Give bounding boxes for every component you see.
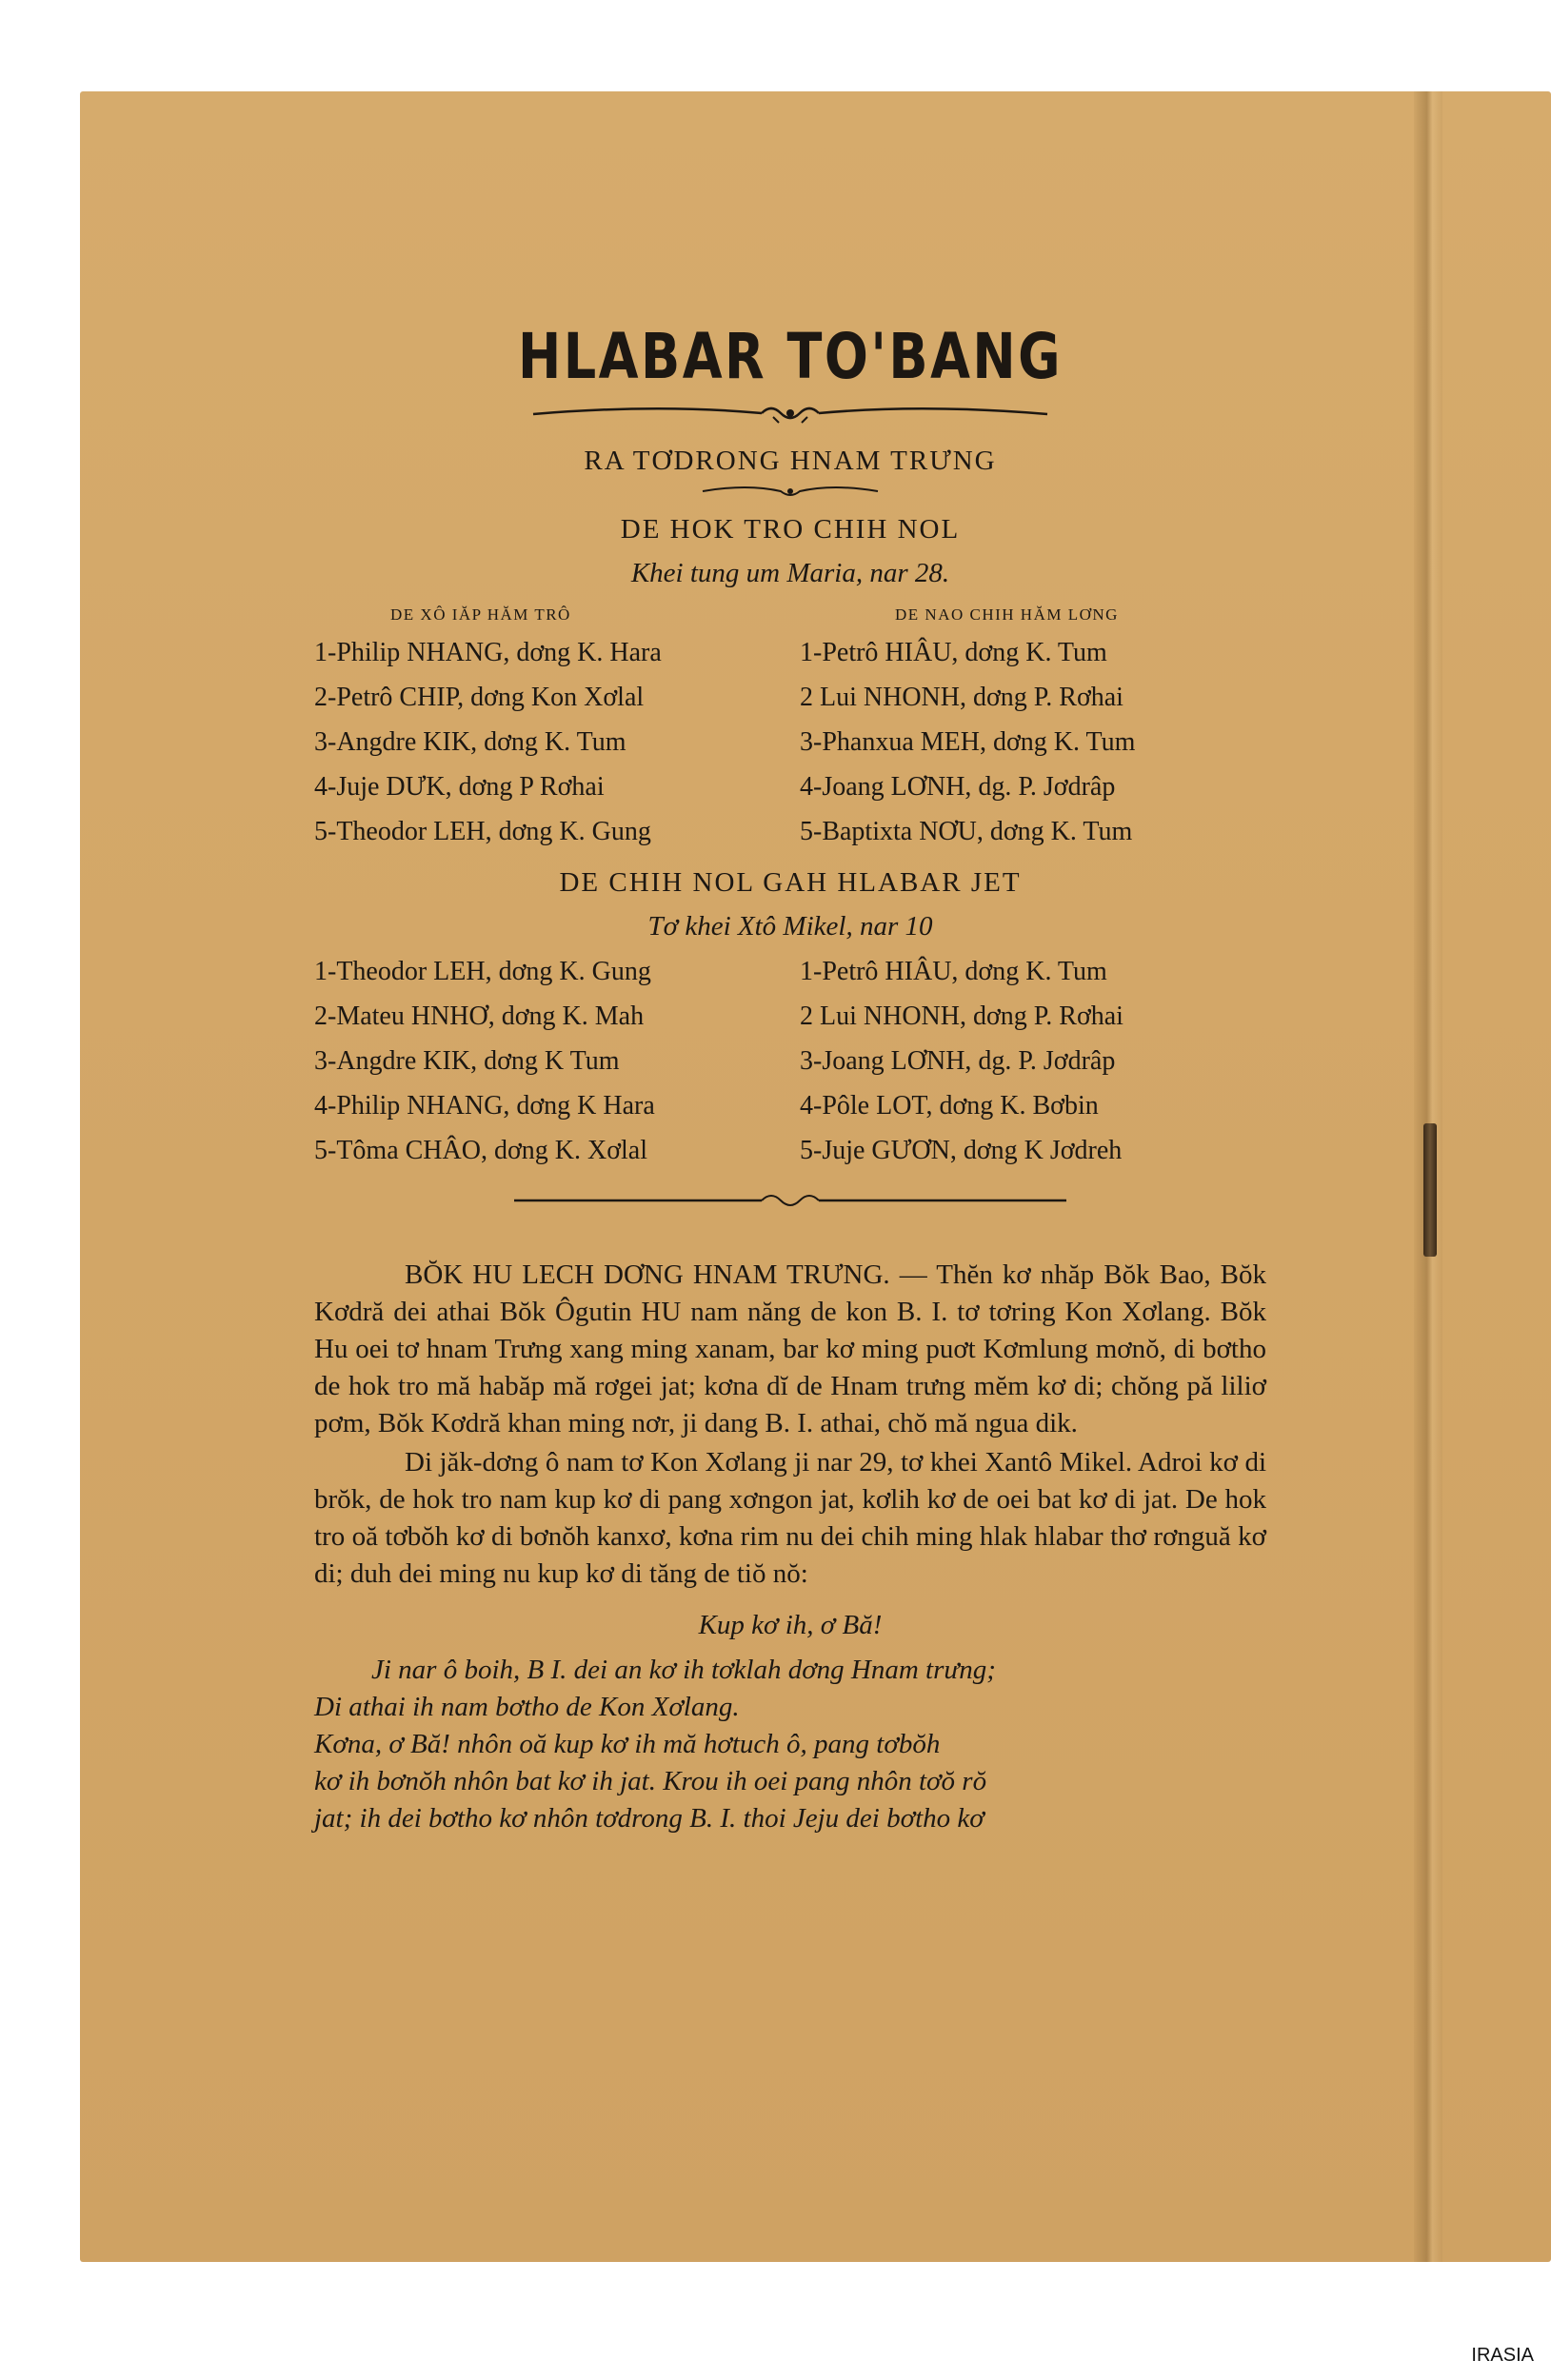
document-content [314,314,1266,1837]
list-item: 2-Petrô CHIP, dơng Kon Xơlal [314,683,645,712]
verse-line: Di athai ih nam bơtho de Kon Xơlang. [314,1692,740,1722]
title-flourish [524,400,1057,428]
salutation: Kup kơ ih, ơ Bă! [698,1610,883,1640]
section2-columns [314,949,1266,1173]
section1-columns [314,600,1266,854]
list-item: 2-Mateu HNHƠ, dơng K. Mah [314,1002,645,1031]
verse-line: Ji nar ô boih, B I. dei an kơ ih tơklah dơng Hnam trưng; [371,1655,996,1685]
section1-left-column [314,600,781,854]
document-title: HLABAR TO'BANG [517,320,1064,393]
section1-left-header: DE XÔ IĂP HĂM TRÔ [390,605,571,624]
section2-heading: DE CHIH NOL GAH HLABAR JET [559,867,1022,898]
list-item: 3-Angdre KIK, dơng K. Tum [314,727,626,757]
section-divider [505,1186,1076,1215]
list-item: 4-Philip NHANG, dơng K Hara [314,1091,655,1121]
watermark-label: IRASIA [1471,2345,1534,2366]
list-item: 4-Pôle LOT, dơng K. Bơbin [800,1091,1099,1121]
article-paragraph: Di jăk-dơng ô nam tơ Kon Xơlang ji nar 29, tơ khei Xantô Mikel. Adroi kơ di brŏk, de hok tro nam kup kơ di pang xơngon jat, kơlih kơ de oei bat kơ di jat. De hok tro oă tơbŏh kơ di bơnŏh kanxơ, kơna rim nu dei chih ming hlak hlabar thơ rơnguă kơ di; duh dei ming nu kup kơ di tăng de tiŏ nŏ: [314,1447,1266,1589]
section1-heading: DE HOK TRO CHIH NOL [620,514,961,545]
verse-line: Kơna, ơ Bă! nhôn oă kup kơ ih mă hơtuch ô, pang tơbŏh [314,1729,941,1759]
list-item: 3-Angdre KIK, dơng K Tum [314,1046,620,1076]
article-body [314,1257,1266,1837]
article-paragraph: BŎK HU LECH DƠNG HNAM TRƯNG. — Thĕn kơ nhăp Bŏk Bao, Bŏk Kơdră dei athai Bŏk Ôgutin HU nam năng de kon B. I. tơ tơring Kon Xơlang. Bŏk Hu oei tơ hnam Trưng xang ming xanam, bar kơ ming puơt Kơmlung mơnŏ, di bơtho de hok tro mă habăp mă rơgei jat; kơna dĭ de Hnam trưng mĕm kơ di; chŏng pă liliơ pơm, Bŏk Kơdră khan ming nơr, ji dang B. I. athai, chŏ mă ngua dik. [314,1259,1266,1438]
subtitle-flourish [695,480,885,503]
list-item: 3-Phanxua MEH, dơng K. Tum [800,727,1136,757]
list-item: 2 Lui NHONH, dơng P. Rơhai [800,683,1123,712]
list-item: 1-Petrô HIÂU, dơng K. Tum [800,957,1107,986]
section1-date: Khei tung um Maria, nar 28. [630,558,950,588]
verse-line: jat; ih dei bơtho kơ nhôn tơdrong B. I. thoi Jeju dei bơtho kơ [314,1803,984,1834]
list-item: 4-Joang LƠNH, dg. P. Jơdrâp [800,772,1116,802]
list-item: 2 Lui NHONH, dơng P. Rơhai [800,1002,1123,1031]
subtitle: RA TƠDRONG HNAM TRƯNG [584,446,997,476]
list-item: 5-Theodor LEH, dơng K. Gung [314,817,651,846]
list-item: 5-Baptixta NƠU, dơng K. Tum [800,817,1133,846]
list-item: 5-Tôma CHÂO, dơng K. Xơlal [314,1136,648,1165]
section1-right-header: DE NAO CHIH HĂM LƠNG [895,605,1119,624]
section2-date: Tơ khei Xtô Mikel, nar 10 [647,911,933,942]
list-item: 3-Joang LƠNH, dg. P. Jơdrâp [800,1046,1116,1076]
list-item: 5-Juje GƯƠN, dơng K Jơdreh [800,1136,1123,1165]
section2-right-column [800,949,1266,1173]
binding-clip [1423,1123,1437,1257]
list-item: 1-Theodor LEH, dơng K. Gung [314,957,651,986]
list-item: 1-Philip NHANG, dơng K. Hara [314,638,662,667]
verse-line: kơ ih bơnŏh nhôn bat kơ ih jat. Krou ih oei pang nhôn tơŏ rŏ [314,1766,987,1796]
list-item: 1-Petrô HIÂU, dơng K. Tum [800,638,1107,667]
section2-left-column [314,949,781,1173]
section1-right-column [800,600,1266,854]
list-item: 4-Juje DƯK, dơng P Rơhai [314,772,605,802]
